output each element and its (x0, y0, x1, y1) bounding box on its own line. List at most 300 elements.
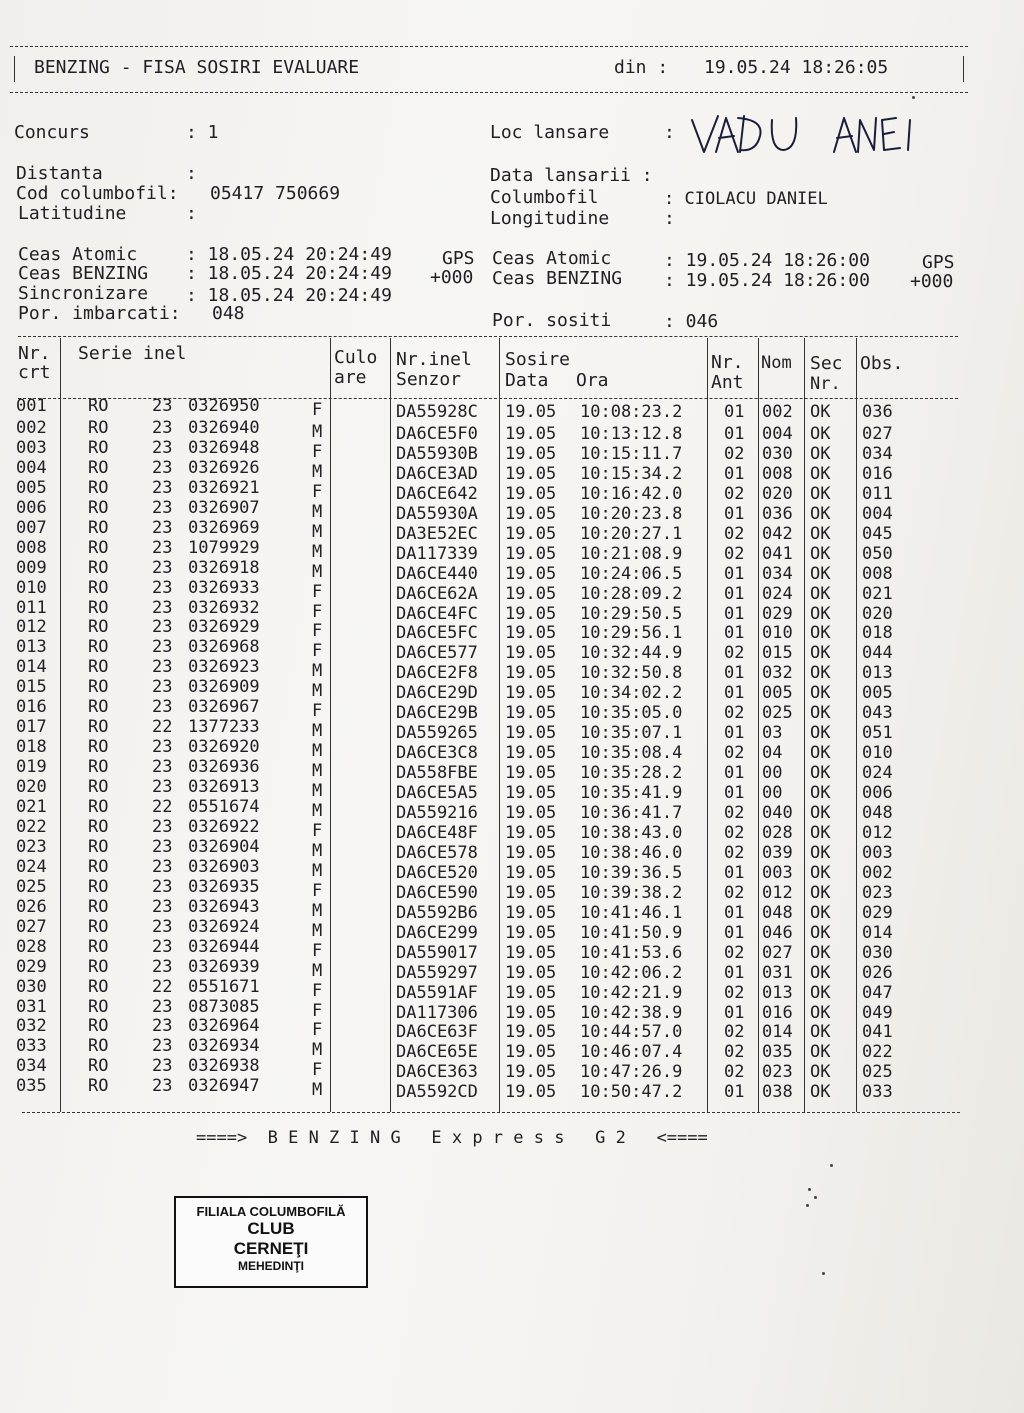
cell-nom: 00 (762, 763, 783, 784)
cell-nom: 020 (762, 483, 793, 504)
cell-sex: F (312, 481, 323, 502)
cell-nom: 036 (762, 503, 793, 524)
cell-nr-crt: 026 (16, 896, 47, 917)
cell-nr-crt: 003 (16, 437, 47, 458)
cell-year: 23 (152, 417, 173, 438)
cell-sec: OK (810, 723, 831, 744)
cell-nr-ant: 01 (724, 1002, 745, 1023)
cell-nr-ant: 02 (724, 822, 745, 843)
cell-country: RO (88, 777, 109, 798)
columbofil-label: Columbofil (490, 187, 599, 208)
cell-nom: 04 (762, 743, 783, 764)
table-row (0, 876, 1000, 903)
cell-year: 23 (152, 497, 173, 518)
cell-time: 10:20:27.1 (580, 523, 683, 544)
table-row (0, 497, 1000, 524)
right-ceas-benzing-value: : 19.05.24 18:26:00 (664, 270, 870, 291)
right-ceas-atomic-label: Ceas Atomic (492, 248, 612, 269)
cell-time: 10:32:44.9 (580, 643, 683, 664)
cell-nr-ant: 02 (724, 643, 745, 664)
col-obs: Obs. (860, 353, 904, 374)
cell-sex: M (312, 860, 323, 881)
cell-nr-ant: 02 (724, 982, 745, 1003)
cell-nr-crt: 013 (16, 637, 47, 658)
cell-sensor: DA559297 (396, 962, 478, 983)
col-sosire: Sosire (505, 349, 571, 370)
cell-country: RO (88, 976, 109, 997)
left-ceas-benzing-label: Ceas BENZING (18, 263, 149, 284)
cell-date: 19.05 (505, 902, 557, 923)
stamp-line-3: CERNEŢI (233, 1239, 309, 1258)
stamp-line-4: MEHEDINŢI (238, 1259, 304, 1273)
cell-nr-ant: 01 (724, 962, 745, 983)
print-speck (814, 1196, 817, 1199)
cell-sec: OK (810, 683, 831, 704)
cell-sex: M (312, 1040, 323, 1061)
right-ceas-benzing-label: Ceas BENZING (492, 268, 623, 289)
cell-ring-number: 0326950 (188, 396, 260, 416)
table-row (0, 697, 1000, 724)
cell-date: 19.05 (505, 723, 557, 744)
cell-ring-number: 0551671 (188, 976, 260, 997)
cell-nr-ant: 01 (724, 503, 745, 524)
cell-date: 19.05 (505, 962, 557, 983)
cell-obs: 024 (862, 763, 893, 784)
cell-sec: OK (810, 842, 831, 863)
table-top-rule (18, 336, 958, 337)
cell-year: 23 (152, 876, 173, 897)
cell-ring-number: 0326920 (188, 737, 260, 758)
cell-time: 10:47:26.9 (580, 1062, 683, 1083)
cell-ring-number: 0326934 (188, 1036, 260, 1057)
cell-nom: 046 (762, 922, 793, 943)
table-row (0, 856, 1000, 883)
cell-date: 19.05 (505, 743, 557, 764)
cell-date: 19.05 (505, 703, 557, 724)
col-nom: Nom (761, 353, 792, 373)
cell-nr-ant: 01 (724, 402, 745, 422)
cell-nom: 025 (762, 703, 793, 724)
cell-nr-crt: 025 (16, 876, 47, 897)
cell-ring-number: 0326923 (188, 657, 260, 678)
cell-nom: 029 (762, 603, 793, 624)
cell-sex: M (312, 501, 323, 522)
cell-nr-ant: 01 (724, 922, 745, 943)
concurs-value: : 1 (186, 122, 219, 143)
left-ceas-atomic-label: Ceas Atomic (18, 244, 138, 265)
cell-nr-ant: 02 (724, 743, 745, 764)
table-row (0, 816, 1000, 843)
table-row (0, 437, 1000, 464)
cell-ring-number: 0326907 (188, 497, 260, 518)
cell-year: 23 (152, 617, 173, 638)
cell-country: RO (88, 657, 109, 678)
cell-sensor: DA6CE29D (396, 683, 478, 704)
cell-sex: M (312, 721, 323, 742)
data-lansarii-label: Data lansarii : (490, 165, 653, 186)
cell-time: 10:29:50.5 (580, 603, 683, 624)
cell-sec: OK (810, 902, 831, 923)
table-row (0, 517, 1000, 544)
cell-nr-ant: 02 (724, 1062, 745, 1083)
cell-date: 19.05 (505, 603, 557, 624)
imbarcati-label: Por. imbarcati: (18, 303, 181, 324)
cell-sensor: DA6CE578 (396, 842, 478, 863)
cell-sec: OK (810, 783, 831, 804)
cell-ring-number: 0326964 (188, 1016, 260, 1037)
cell-ring-number: 0326947 (188, 1076, 260, 1097)
cell-country: RO (88, 717, 109, 738)
cell-nr-crt: 012 (16, 617, 47, 638)
cell-nr-ant: 02 (724, 703, 745, 724)
cell-nr-ant: 02 (724, 882, 745, 903)
handwritten-release-location (688, 112, 918, 158)
col-culoare-line2: are (334, 367, 367, 388)
cell-nr-ant: 02 (724, 523, 745, 544)
cell-country: RO (88, 677, 109, 698)
cell-nr-crt: 014 (16, 657, 47, 678)
cell-sensor: DA3E52EC (396, 523, 478, 544)
cell-sensor: DA6CE5A5 (396, 783, 478, 804)
cell-year: 23 (152, 777, 173, 798)
cell-year: 23 (152, 816, 173, 837)
table-row (0, 657, 1000, 684)
cell-nr-crt: 002 (16, 417, 47, 438)
cell-date: 19.05 (505, 862, 557, 883)
cell-year: 23 (152, 577, 173, 598)
cell-time: 10:35:41.9 (580, 783, 683, 804)
cell-sec: OK (810, 882, 831, 903)
cell-date: 19.05 (505, 663, 557, 684)
cell-year: 23 (152, 697, 173, 718)
cell-sec: OK (810, 483, 831, 504)
cell-nom: 035 (762, 1042, 793, 1063)
cell-nom: 030 (762, 443, 793, 464)
cell-obs: 022 (862, 1042, 893, 1063)
col-nr-crt-line2: crt (18, 362, 51, 383)
cell-nr-ant: 02 (724, 443, 745, 464)
cell-nr-crt: 016 (16, 697, 47, 718)
cell-nr-crt: 004 (16, 457, 47, 478)
cell-sec: OK (810, 962, 831, 983)
cell-country: RO (88, 477, 109, 498)
cell-nr-crt: 029 (16, 956, 47, 977)
cell-country: RO (88, 797, 109, 817)
cell-nom: 038 (762, 1082, 793, 1103)
table-row (0, 976, 1000, 1003)
distanta-value: : (186, 163, 197, 184)
cell-date: 19.05 (505, 942, 557, 963)
cell-date: 19.05 (505, 543, 557, 564)
table-row (0, 797, 1000, 823)
cell-time: 10:13:12.8 (580, 423, 683, 444)
cell-obs: 034 (862, 443, 893, 464)
cell-nom: 027 (762, 942, 793, 963)
cell-sensor: DA5591AF (396, 982, 478, 1003)
cell-country: RO (88, 577, 109, 598)
cell-sec: OK (810, 623, 831, 644)
cell-sensor: DA6CE363 (396, 1062, 478, 1083)
cell-sensor: DA117339 (396, 543, 478, 564)
cell-nr-ant: 02 (724, 483, 745, 504)
concurs-label: Concurs (14, 122, 90, 143)
din-label: din : (614, 57, 669, 78)
cell-time: 10:15:11.7 (580, 443, 683, 464)
cell-nr-ant: 01 (724, 683, 745, 704)
cell-year: 23 (152, 757, 173, 778)
cell-ring-number: 0326935 (188, 876, 260, 897)
cell-ring-number: 0326933 (188, 577, 260, 598)
cell-date: 19.05 (505, 922, 557, 943)
cell-country: RO (88, 1076, 109, 1097)
cell-obs: 048 (862, 803, 893, 823)
cell-sensor: DA6CE62A (396, 583, 478, 604)
cell-sex: M (312, 661, 323, 682)
cell-sec: OK (810, 703, 831, 724)
cell-time: 10:38:46.0 (580, 842, 683, 863)
cell-date: 19.05 (505, 1042, 557, 1063)
cell-nom: 010 (762, 623, 793, 644)
cell-time: 10:42:21.9 (580, 982, 683, 1003)
print-speck (806, 1204, 809, 1207)
cell-time: 10:39:36.5 (580, 862, 683, 883)
cell-nr-crt: 022 (16, 816, 47, 837)
cell-country: RO (88, 916, 109, 937)
cell-nr-crt: 017 (16, 717, 47, 738)
cell-nr-crt: 018 (16, 737, 47, 758)
cell-sec: OK (810, 822, 831, 843)
cell-obs: 014 (862, 922, 893, 943)
cell-time: 10:44:57.0 (580, 1022, 683, 1043)
cell-sex: F (312, 940, 323, 961)
cell-nr-crt: 035 (16, 1076, 47, 1097)
cell-sex: M (312, 681, 323, 702)
print-speck (912, 96, 915, 99)
cell-obs: 036 (862, 402, 893, 422)
cell-date: 19.05 (505, 842, 557, 863)
cell-nom: 048 (762, 902, 793, 923)
cell-sex: M (312, 421, 323, 442)
cell-sec: OK (810, 503, 831, 524)
cell-nr-ant: 02 (724, 1022, 745, 1043)
cell-sec: OK (810, 523, 831, 544)
cell-year: 23 (152, 597, 173, 618)
sositi-label: Por. sositi (492, 310, 612, 331)
cell-country: RO (88, 617, 109, 638)
header-right-edge (963, 56, 964, 82)
cell-date: 19.05 (505, 623, 557, 644)
table-row (0, 996, 1000, 1023)
cell-sensor: DA6CE65E (396, 1042, 478, 1063)
cell-country: RO (88, 896, 109, 917)
cell-date: 19.05 (505, 1022, 557, 1043)
cell-ring-number: 0326909 (188, 677, 260, 698)
distanta-label: Distanta (16, 163, 103, 184)
cell-sensor: DA6CE299 (396, 922, 478, 943)
cell-ring-number: 0326967 (188, 697, 260, 718)
cell-nr-ant: 02 (724, 842, 745, 863)
cod-columbofil-label: Cod columbofil: (16, 183, 179, 204)
cell-country: RO (88, 537, 109, 558)
cell-ring-number: 0326918 (188, 557, 260, 578)
cell-sex: F (312, 621, 323, 642)
cell-date: 19.05 (505, 503, 557, 524)
cell-time: 10:28:09.2 (580, 583, 683, 604)
cell-nr-crt: 009 (16, 557, 47, 578)
cell-obs: 030 (862, 942, 893, 963)
cell-obs: 033 (862, 1082, 893, 1103)
cell-obs: 049 (862, 1002, 893, 1023)
cell-sec: OK (810, 423, 831, 444)
cell-date: 19.05 (505, 683, 557, 704)
cell-sec: OK (810, 1082, 831, 1103)
cell-sex: M (312, 920, 323, 941)
cell-sex: M (312, 761, 323, 782)
cell-time: 10:42:06.2 (580, 962, 683, 983)
cell-time: 10:08:23.2 (580, 402, 683, 422)
cell-sec: OK (810, 743, 831, 764)
cell-sensor: DA6CE642 (396, 483, 478, 504)
cell-ring-number: 0326904 (188, 836, 260, 857)
cell-sex: M (312, 521, 323, 542)
cell-country: RO (88, 557, 109, 578)
cell-ring-number: 1079929 (188, 537, 260, 558)
cell-ring-number: 0551674 (188, 797, 260, 817)
cell-obs: 021 (862, 583, 893, 604)
cell-sensor: DA6CE3AD (396, 463, 478, 484)
cell-ring-number: 0326939 (188, 956, 260, 977)
cell-sensor: DA6CE5FC (396, 623, 478, 644)
cell-nom: 034 (762, 563, 793, 584)
cell-country: RO (88, 437, 109, 458)
cell-time: 10:21:08.9 (580, 543, 683, 564)
cell-sensor: DA6CE48F (396, 822, 478, 843)
cell-country: RO (88, 737, 109, 758)
cell-year: 23 (152, 896, 173, 917)
cell-time: 10:41:50.9 (580, 922, 683, 943)
cell-sec: OK (810, 922, 831, 943)
cell-sex: F (312, 1020, 323, 1041)
cell-obs: 050 (862, 543, 893, 564)
cell-ring-number: 0326938 (188, 1056, 260, 1077)
cell-year: 22 (152, 976, 173, 997)
cell-nr-crt: 032 (16, 1016, 47, 1037)
table-row (0, 936, 1000, 963)
cell-country: RO (88, 757, 109, 778)
cell-nom: 016 (762, 1002, 793, 1023)
cell-sensor: DA55930B (396, 443, 478, 464)
cell-date: 19.05 (505, 763, 557, 784)
cell-nr-crt: 007 (16, 517, 47, 538)
cell-ring-number: 0326944 (188, 936, 260, 957)
cell-sec: OK (810, 543, 831, 564)
cell-nr-crt: 021 (16, 797, 47, 817)
cell-sec: OK (810, 402, 831, 422)
cell-nr-ant: 01 (724, 763, 745, 784)
cell-year: 23 (152, 457, 173, 478)
cell-nr-crt: 031 (16, 996, 47, 1017)
table-row (0, 1016, 1000, 1043)
col-ora: Ora (576, 370, 609, 391)
table-row (0, 836, 1000, 863)
cell-nr-crt: 023 (16, 836, 47, 857)
cell-sensor: DA6CE5F0 (396, 423, 478, 444)
table-row (0, 617, 1000, 644)
cell-nom: 004 (762, 423, 793, 444)
cell-nr-crt: 034 (16, 1056, 47, 1077)
cell-obs: 047 (862, 982, 893, 1003)
cell-obs: 027 (862, 423, 893, 444)
cell-nr-crt: 006 (16, 497, 47, 518)
cell-ring-number: 0326921 (188, 477, 260, 498)
col-nr-ant-line1: Nr. (711, 352, 744, 373)
cell-date: 19.05 (505, 583, 557, 604)
cell-sec: OK (810, 563, 831, 584)
cell-year: 23 (152, 856, 173, 877)
cell-nr-crt: 008 (16, 537, 47, 558)
cell-nr-ant: 02 (724, 543, 745, 564)
cell-country: RO (88, 497, 109, 518)
cell-nr-ant: 01 (724, 563, 745, 584)
cell-sensor: DA6CE29B (396, 703, 478, 724)
cell-sex: M (312, 461, 323, 482)
table-row (0, 777, 1000, 804)
cell-time: 10:24:06.5 (580, 563, 683, 584)
cell-time: 10:41:53.6 (580, 942, 683, 963)
cell-obs: 041 (862, 1022, 893, 1043)
cell-obs: 013 (862, 663, 893, 684)
cell-sensor: DA5592CD (396, 1082, 478, 1103)
cell-sensor: DA55930A (396, 503, 478, 524)
cell-date: 19.05 (505, 982, 557, 1003)
cell-date: 19.05 (505, 822, 557, 843)
cell-sex: F (312, 980, 323, 1001)
cell-sex: F (312, 581, 323, 602)
club-stamp (174, 1196, 368, 1288)
right-ceas-benzing-suffix: +000 (910, 271, 954, 292)
cell-sensor: DA559265 (396, 723, 478, 744)
cell-time: 10:35:28.2 (580, 763, 683, 784)
left-ceas-benzing-value: : 18.05.24 20:24:49 (186, 263, 392, 284)
cell-country: RO (88, 996, 109, 1017)
cell-sex: M (312, 561, 323, 582)
cell-sensor: DA559017 (396, 942, 478, 963)
cell-country: RO (88, 457, 109, 478)
cell-country: RO (88, 1056, 109, 1077)
cell-year: 23 (152, 477, 173, 498)
cell-obs: 004 (862, 503, 893, 524)
cell-nr-crt: 011 (16, 597, 47, 618)
cell-sec: OK (810, 603, 831, 624)
table-bottom-rule (22, 1112, 960, 1113)
cell-obs: 008 (862, 563, 893, 584)
cell-year: 23 (152, 1016, 173, 1037)
cell-nom: 014 (762, 1022, 793, 1043)
cell-year: 23 (152, 677, 173, 698)
cell-date: 19.05 (505, 1002, 557, 1023)
print-speck (822, 1272, 825, 1275)
col-nr-crt-line1: Nr. (18, 343, 51, 364)
cell-sensor: DA6CE2F8 (396, 663, 478, 684)
printed-at: 19.05.24 18:26:05 (704, 57, 889, 78)
cell-ring-number: 0326932 (188, 597, 260, 618)
cell-nr-crt: 030 (16, 976, 47, 997)
cell-nom: 041 (762, 543, 793, 564)
cell-time: 10:29:56.1 (580, 623, 683, 644)
header-bottom-rule (10, 92, 968, 93)
cell-nr-crt: 019 (16, 757, 47, 778)
cell-nom: 012 (762, 882, 793, 903)
